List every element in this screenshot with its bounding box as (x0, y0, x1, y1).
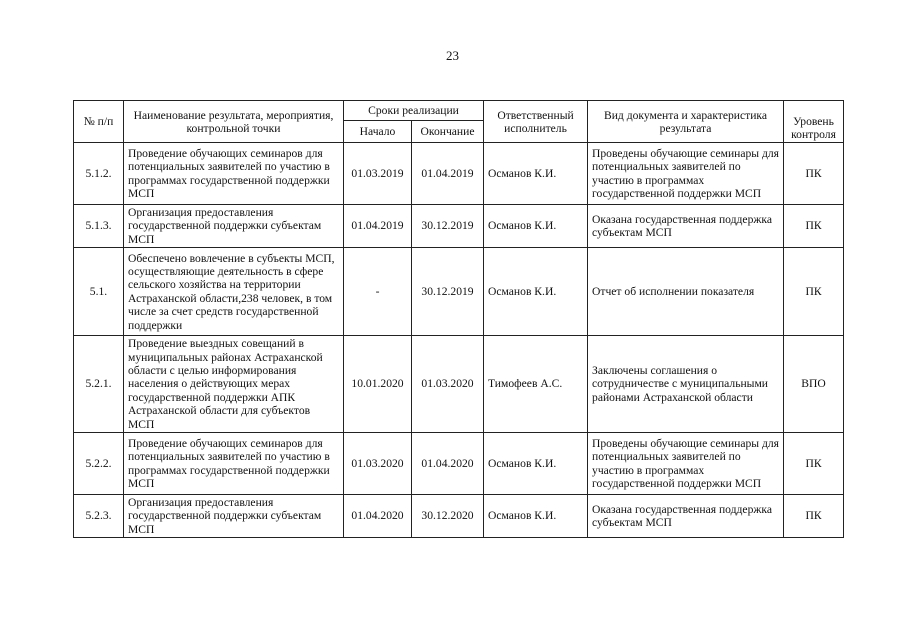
row-num: 5.2.3. (74, 495, 124, 538)
row-name: Организация предоставления государственной поддержки субъектам МСП (124, 495, 344, 538)
row-num: 5.2.1. (74, 336, 124, 433)
header-end: Окончание (412, 121, 484, 143)
header-document: Вид документа и характеристика результата (588, 101, 784, 143)
row-document: Заключены соглашения о сотрудничестве с муниципальными районами Астраханской области (588, 336, 784, 433)
row-name: Проведение обучающих семинаров для потенциальных заявителей по участию в программах государственной поддержки МСП (124, 433, 344, 495)
header-num: № п/п (74, 101, 124, 143)
row-start: - (344, 248, 412, 336)
row-end: 01.04.2020 (412, 433, 484, 495)
page-number: 23 (446, 48, 459, 63)
row-document: Проведены обучающие семинары для потенциальных заявителей по участию в программах государственной поддержки МСП (588, 433, 784, 495)
row-responsible: Османов К.И. (484, 495, 588, 538)
row-end: 30.12.2019 (412, 248, 484, 336)
row-document: Оказана государственная поддержка субъектам МСП (588, 205, 784, 248)
row-level: ПК (784, 248, 844, 336)
row-start: 01.04.2020 (344, 495, 412, 538)
row-document: Проведены обучающие семинары для потенциальных заявителей по участию в программах государственной поддержки МСП (588, 143, 784, 205)
row-responsible: Тимофеев А.С. (484, 336, 588, 433)
implementation-plan-table (73, 100, 844, 538)
table-row (74, 433, 844, 495)
row-level: ПК (784, 433, 844, 495)
row-document: Оказана государственная поддержка субъектам МСП (588, 495, 784, 538)
table-row (74, 205, 844, 248)
row-name: Проведение выездных совещаний в муниципальных районах Астраханской области с целью информирования населения о действующих мерах государственной поддержки АПК Астраханской области для субъектов МСП (124, 336, 344, 433)
row-start: 01.03.2020 (344, 433, 412, 495)
row-num: 5.1.2. (74, 143, 124, 205)
row-end: 01.03.2020 (412, 336, 484, 433)
row-level: ВПО (784, 336, 844, 433)
row-end: 30.12.2020 (412, 495, 484, 538)
row-level: ПК (784, 205, 844, 248)
row-document: Отчет об исполнении показателя (588, 248, 784, 336)
row-responsible: Османов К.И. (484, 433, 588, 495)
row-responsible: Османов К.И. (484, 143, 588, 205)
row-name: Проведение обучающих семинаров для потенциальных заявителей по участию в программах государственной поддержки МСП (124, 143, 344, 205)
row-responsible: Османов К.И. (484, 248, 588, 336)
row-responsible: Османов К.И. (484, 205, 588, 248)
row-start: 10.01.2020 (344, 336, 412, 433)
row-level: ПК (784, 143, 844, 205)
row-start: 01.04.2019 (344, 205, 412, 248)
table-row (74, 143, 844, 205)
header-name: Наименование результата, мероприятия, контрольной точки (124, 101, 344, 143)
row-level: ПК (784, 495, 844, 538)
header-start: Начало (344, 121, 412, 143)
row-name: Обеспечено вовлечение в субъекты МСП, осуществляющие деятельность в сфере сельского хозяйства на территории Астраханской области,238 человек, в том числе за счет средств государственной поддержки (124, 248, 344, 336)
row-end: 01.04.2019 (412, 143, 484, 205)
row-num: 5.1.3. (74, 205, 124, 248)
header-terms: Сроки реализации (344, 101, 484, 121)
table-row (74, 495, 844, 538)
row-end: 30.12.2019 (412, 205, 484, 248)
row-num: 5.2.2. (74, 433, 124, 495)
row-name: Организация предоставления государственной поддержки субъектам МСП (124, 205, 344, 248)
header-responsible: Ответственный исполнитель (484, 101, 588, 143)
row-num: 5.1. (74, 248, 124, 336)
row-start: 01.03.2019 (344, 143, 412, 205)
header-level: Уровень контроля (784, 101, 844, 143)
table-row (74, 336, 844, 433)
table-row (74, 248, 844, 336)
